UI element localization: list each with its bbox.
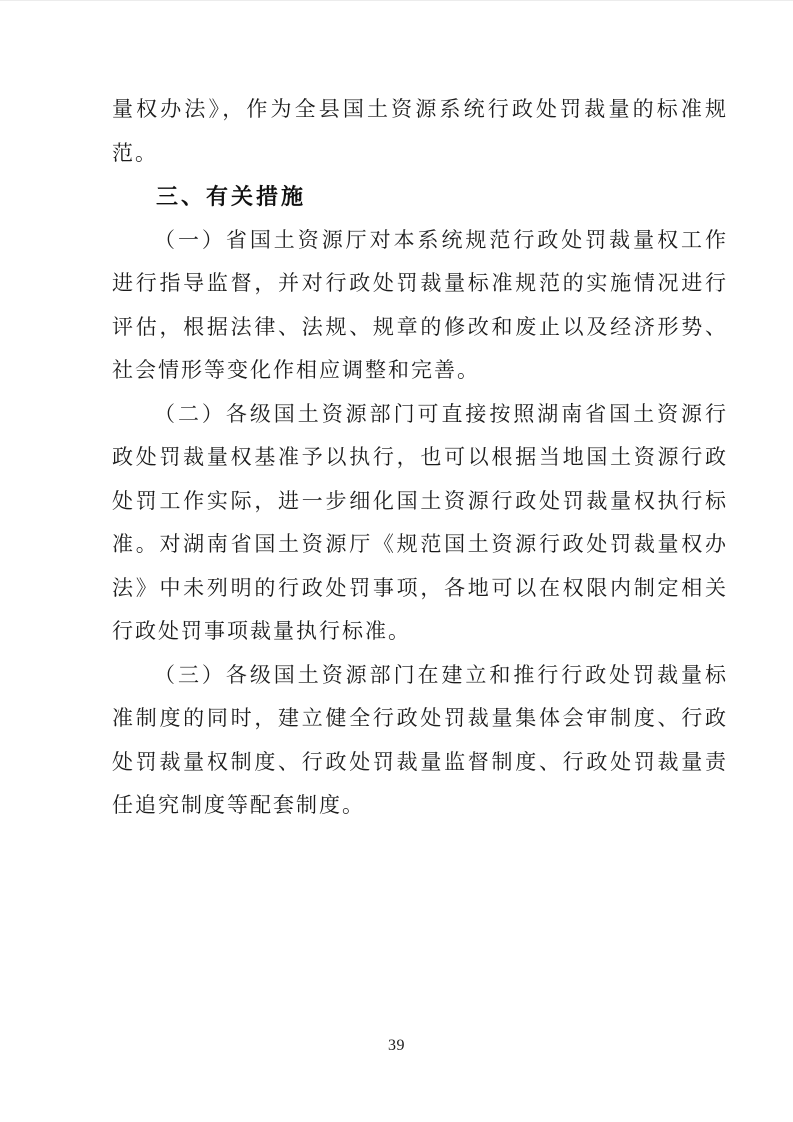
section-heading: 三、有关措施 [156, 184, 307, 209]
paragraph-item-2: （二）各级国土资源部门可直接按照湖南省国土资源行政处罚裁量权基准予以执行，也可以根据当地国土资源行政处罚工作实际，进一步细化国土资源行政处罚裁量权执行标准。对湖南省国土资源厅《规范国土资源行政处罚裁量权办法》中未列明的行政处罚事项，各地可以在权限内制定相关行政处罚事项裁量执行标准。 [112, 401, 728, 643]
document-body [112, 88, 728, 828]
page-number: 39 [388, 1037, 405, 1054]
paragraph-item-3: （三）各级国土资源部门在建立和推行行政处罚裁量标准制度的同时，建立健全行政处罚裁量集体会审制度、行政处罚裁量权制度、行政处罚裁量监督制度、行政处罚裁量责任追究制度等配套制度。 [112, 662, 728, 817]
paragraph-continuation: 量权办法》，作为全县国土资源系统行政处罚裁量的标准规范。 [112, 97, 728, 165]
paragraph-item-1: （一）省国土资源厅对本系统规范行政处罚裁量权工作进行指导监督，并对行政处罚裁量标准规范的实施情况进行评估，根据法律、法规、规章的修改和废止以及经济形势、社会情形等变化作相应调整和完善。 [112, 227, 728, 382]
